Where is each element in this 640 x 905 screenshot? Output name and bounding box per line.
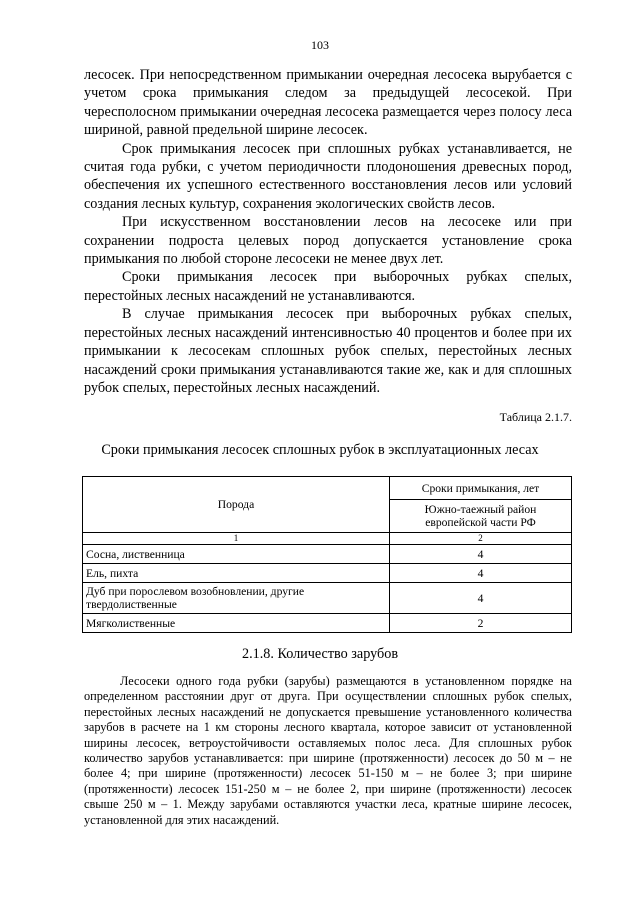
section-text [84,674,572,828]
term-cell: 2 [390,614,572,633]
species-cell: Ель, пихта [83,564,390,583]
table-title: Сроки примыкания лесосек сплошных рубок в эксплуатационных лесах [101,442,539,458]
species-cell: Сосна, лиственница [83,545,390,564]
body-text [84,66,572,397]
table-row [83,564,572,583]
table-row [83,614,572,633]
table-row [83,583,572,614]
species-cell: Дуб при порослевом возобновлении, другие твердолиственные [83,583,390,614]
paragraph: В случае примыкания лесосек при выборочных рубках спелых, перестойных лесных насаждений интенсивностью 40 процентов и более при их примыкании к лесосекам сплошных рубок спелых, перестойных лесных насаждений сроки примыкания устанавливаются такие же, как и для сплошных рубок спелых, перестойных лесных насаждений. [84,306,572,396]
paragraph: лесосек. При непосредственном примыкании очередная лесосека вырубается с учетом срока примыкания следом за предыдущей лесосекой. При чересполосном примыкании очередная лесосека размещается через полосу леса шириной, равной предельной ширине лесосек. [84,67,572,139]
term-cell: 4 [390,583,572,614]
header-terms-group: Сроки примыкания, лет [390,477,572,500]
header-region: Южно-таежный район европейской части РФ [390,500,572,533]
paragraph: Сроки примыкания лесосек при выборочных рубках спелых, перестойных лесных насаждений не устанавливаются. [84,269,572,304]
term-cell: 4 [390,564,572,583]
paragraph: При искусственном восстановлении лесов на лесосеке или при сохранении подроста целевых пород допускается установление срока примыкания по любой стороне лесосеки не менее двух лет. [84,214,572,268]
term-cell: 4 [390,545,572,564]
column-number: 1 [83,533,390,545]
species-cell: Мягколиственные [83,614,390,633]
column-number: 2 [390,533,572,545]
page-number: 103 [311,38,329,52]
adjacency-table [82,476,572,633]
section-paragraph: Лесосеки одного года рубки (зарубы) размещаются в установленном порядке на определенном расстоянии друг от друга. При осуществлении сплошных рубок спелых, перестойных лесных насаждений не допускается превышение установленного количества зарубов в расчете на 1 км стороны лесного квартала, которое зависит от установленной ширины лесосек, ветроустойчивости оставляемых полос леса. Для сплошных рубок количество зарубов устанавливается: при ширине (протяженности) лесосек до 50 м – не более 4; при ширине (протяженности) лесосек 51-150 м – не более 3; при ширине (протяженности) лесосек 151-250 м – не более 2, при ширине (протяженности) лесосек свыше 250 м – 1. Между зарубами оставляются участки леса, кратные ширине лесосек, установленной для этих насаждений. [84,674,572,827]
table-header-row [83,477,572,500]
header-species: Порода [83,477,390,533]
column-number-row [83,533,572,545]
section-heading: 2.1.8. Количество зарубов [241,646,399,662]
table-caption: Таблица 2.1.7. [499,410,572,424]
paragraph: Срок примыкания лесосек при сплошных рубках устанавливается, не считая года рубки, с учетом периодичности плодоношения древесных пород, обеспечения их успешного естественного восстановления лесов или условий создания лесных культур, сохранения экологических свойств лесов. [84,140,572,212]
table-row [83,545,572,564]
